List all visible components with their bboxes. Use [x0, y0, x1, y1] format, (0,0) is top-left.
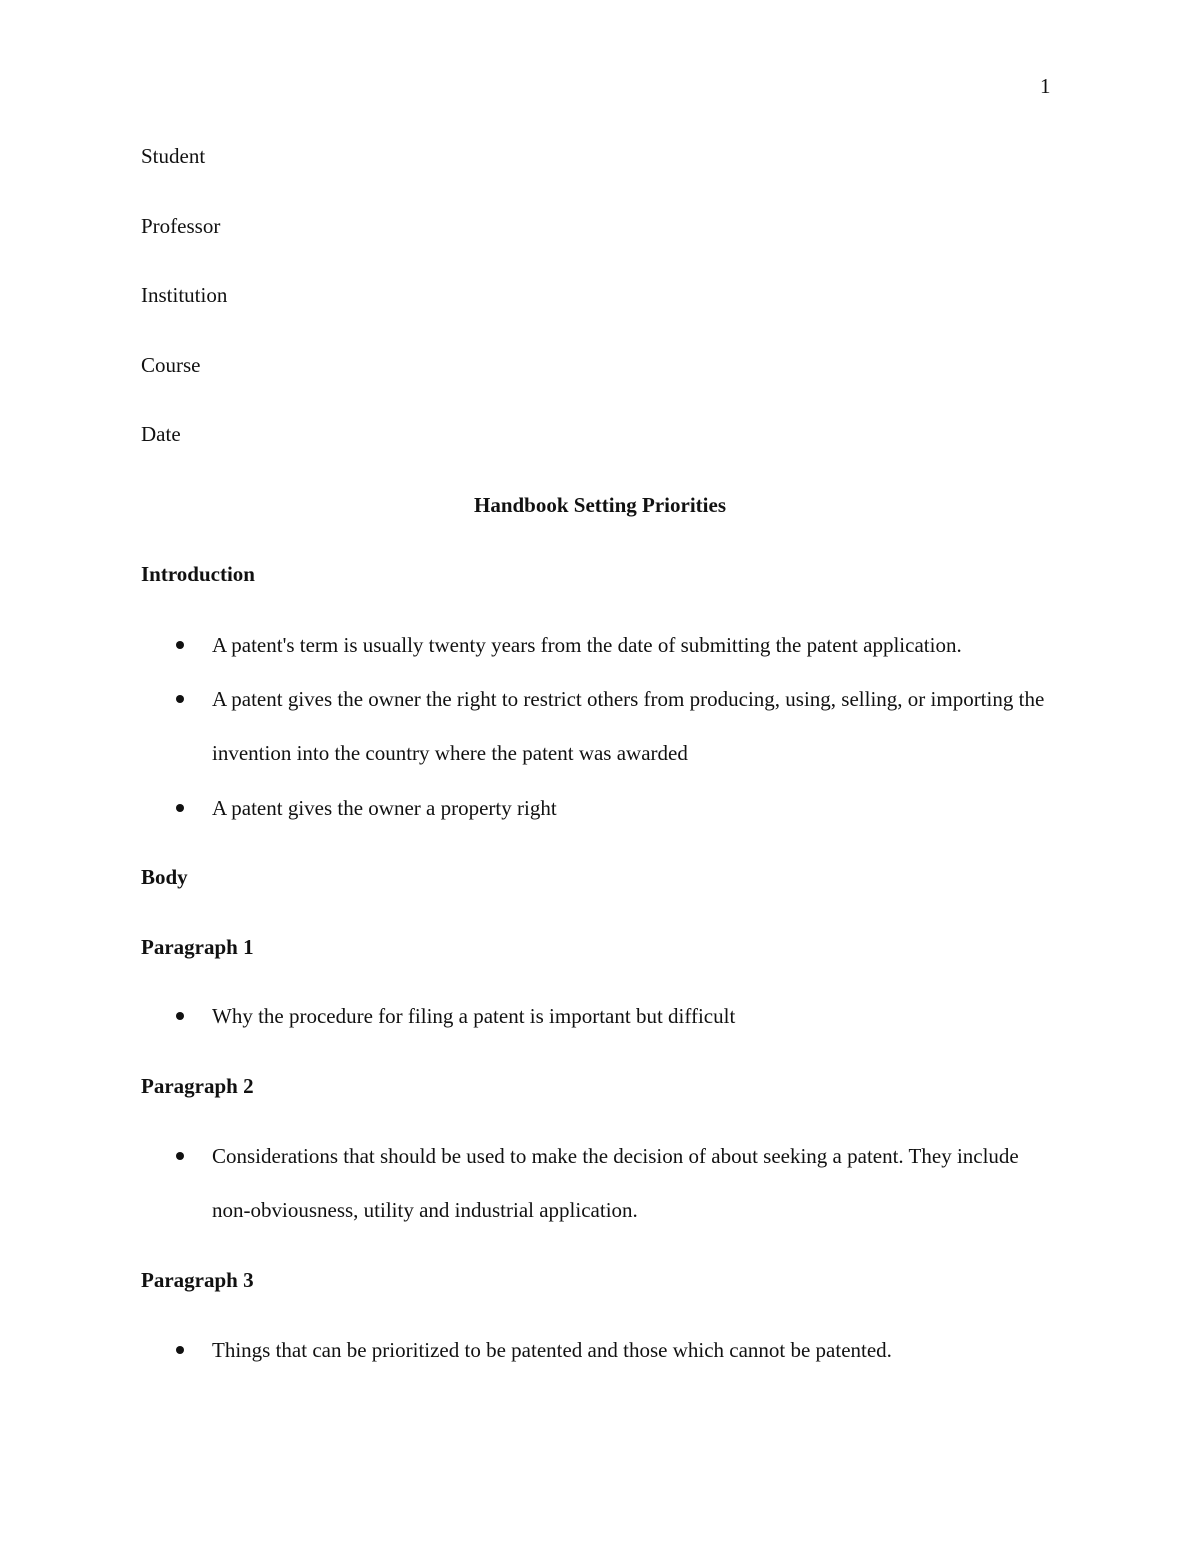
document-title: Handbook Setting Priorities	[473, 493, 726, 517]
header-professor: Professor	[141, 214, 221, 238]
bullet-item	[141, 686, 1061, 780]
bullet-item	[141, 1003, 1061, 1043]
header-institution: Institution	[141, 283, 228, 307]
bullet-icon	[176, 804, 184, 812]
heading-paragraph-1: Paragraph 1	[141, 935, 254, 959]
heading-introduction: Introduction	[141, 562, 255, 586]
heading-body: Body	[141, 865, 188, 889]
bullet-icon	[176, 1012, 184, 1020]
bullet-icon	[176, 1152, 184, 1160]
header-course: Course	[141, 353, 201, 377]
bullet-item	[141, 632, 1061, 672]
bullet-icon	[176, 641, 184, 649]
heading-paragraph-3: Paragraph 3	[141, 1268, 254, 1292]
heading-paragraph-2: Paragraph 2	[141, 1074, 254, 1098]
bullet-text: A patent's term is usually twenty years from the date of submitting the patent application.	[212, 633, 962, 657]
bullet-item	[141, 1337, 1061, 1377]
bullet-item	[141, 1143, 1061, 1237]
bullet-text: A patent gives the owner a property right	[212, 796, 557, 820]
bullet-icon	[176, 1346, 184, 1354]
bullet-icon	[176, 695, 184, 703]
header-student: Student	[141, 144, 206, 168]
bullet-text: Things that can be prioritized to be patented and those which cannot be patented.	[212, 1338, 892, 1362]
page-number: 1	[1040, 74, 1051, 98]
bullet-text: A patent gives the owner the right to restrict others from producing, using, selling, or importing the invention into the country where the patent was awarded	[212, 687, 1045, 765]
header-date: Date	[141, 422, 181, 446]
bullet-item	[141, 795, 1061, 835]
bullet-text: Why the procedure for filing a patent is important but difficult	[212, 1004, 736, 1028]
bullet-text: Considerations that should be used to make the decision of about seeking a patent. They include non-obviousness, utility and industrial application.	[212, 1144, 1019, 1222]
